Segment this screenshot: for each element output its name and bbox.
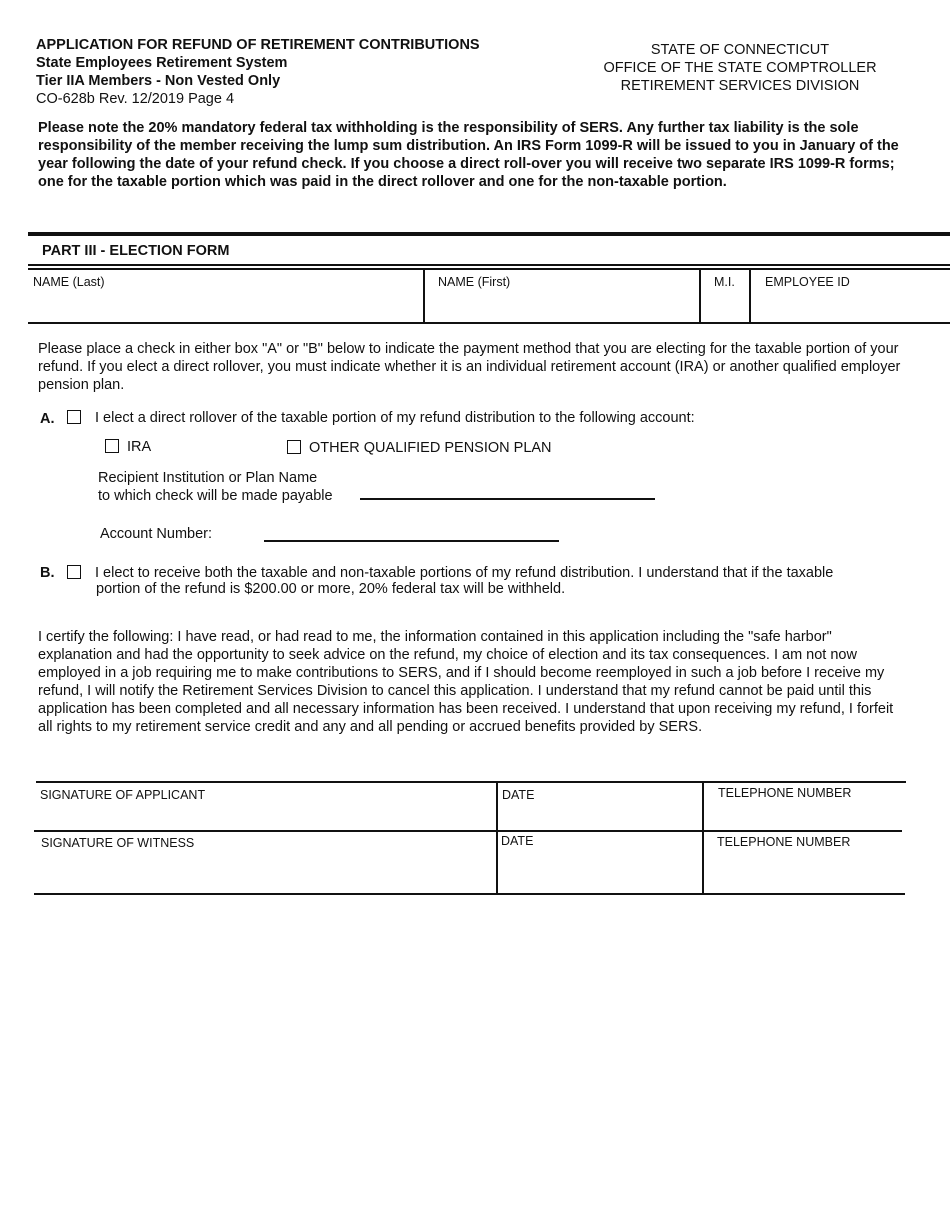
option-b-text-line-1: I elect to receive both the taxable and non-taxable portions of my refund distribution. I understand that if the taxable (95, 565, 834, 581)
other-plan-label: OTHER QUALIFIED PENSION PLAN (309, 440, 552, 456)
option-b-checkbox[interactable] (67, 565, 81, 579)
recipient-input-line[interactable] (360, 498, 655, 500)
other-plan-checkbox[interactable] (287, 440, 301, 454)
system-name: State Employees Retirement System (36, 55, 288, 71)
option-a-checkbox[interactable] (67, 410, 81, 424)
field-divider (423, 268, 425, 323)
section-rule-top (28, 232, 950, 236)
tier-label: Tier IIA Members - Non Vested Only (36, 73, 281, 89)
witness-date-field[interactable]: DATE (501, 834, 534, 848)
agency-line-3: RETIREMENT SERVICES DIVISION (620, 78, 860, 94)
agency-line-2: OFFICE OF THE STATE COMPTROLLER (603, 60, 877, 76)
applicant-date-field[interactable]: DATE (502, 788, 535, 802)
ira-label: IRA (127, 439, 152, 455)
account-number-input-line[interactable] (264, 540, 559, 542)
part-title: PART III - ELECTION FORM (42, 243, 230, 259)
signature-table-bottom (34, 893, 905, 895)
field-divider (749, 268, 751, 323)
tax-notice: Please note the 20% mandatory federal tax withholding is the responsibility of SERS. Any further tax liability is the sole responsibility of the member receiving the lump sum distribution. An IRS Form 1099-R will be issued to you in January of the year following the date of your refund check. If you choose a direct roll-over you will receive two separate IRS 1099-R forms; one for the taxable portion which was paid in the direct rollover and one for the non-taxable portion. (38, 120, 899, 190)
employee-id-field[interactable]: EMPLOYEE ID (765, 275, 850, 289)
form-header (36, 36, 480, 108)
recipient-label-line-1: Recipient Institution or Plan Name (98, 470, 318, 486)
certification-statement: I certify the following: I have read, or had read to me, the information contained in this application including the "safe harbor" explanation and had the opportunity to seek advice on the refund, my choice of election and its tax consequences. I am not now employed in a job requiring me to make contributions to SERS, and if I should become reemployed in such a job before I receive my refund, I will notify the Retirement Services Division to cancel this application. I understand that my refund cannot be paid until this application has been completed and all necessary information has been received. I understand that upon receiving my refund, I forfeit all rights to my retirement service credit and any and all pending or accrued benefits provided by SERS. (38, 629, 894, 735)
agency-block (580, 41, 900, 95)
form-revision: CO-628b Rev. 12/2019 Page 4 (36, 91, 235, 107)
form-title: APPLICATION FOR REFUND OF RETIREMENT CONTRIBUTIONS (36, 37, 480, 53)
name-last-field[interactable]: NAME (Last) (33, 275, 105, 289)
applicant-signature-field[interactable]: SIGNATURE OF APPLICANT (40, 788, 206, 802)
signature-divider (496, 781, 498, 894)
option-a-letter: A. (40, 411, 55, 427)
section-rule-mid-2 (28, 268, 950, 270)
field-divider (699, 268, 701, 323)
agency-line-1: STATE OF CONNECTICUT (650, 42, 830, 58)
option-b-letter: B. (40, 565, 55, 581)
signature-table-top (36, 781, 906, 783)
account-number-label: Account Number: (100, 526, 213, 542)
witness-signature-field[interactable]: SIGNATURE OF WITNESS (41, 836, 195, 850)
ira-checkbox[interactable] (105, 439, 119, 453)
applicant-phone-field[interactable]: TELEPHONE NUMBER (718, 786, 852, 800)
signature-table-mid (34, 830, 902, 832)
recipient-label-line-2: to which check will be made payable (98, 488, 333, 504)
fields-bottom-rule (28, 322, 950, 324)
name-first-field[interactable]: NAME (First) (438, 275, 511, 289)
section-rule-mid-1 (28, 264, 950, 266)
signature-divider (702, 781, 704, 894)
election-instructions: Please place a check in either box "A" or "B" below to indicate the payment method that you are electing for the taxable portion of your refund. If you elect a direct rollover, you must indicate whether it is an individual retirement account (IRA) or another qualified employer pension plan. (38, 341, 901, 393)
option-a-text: I elect a direct rollover of the taxable portion of my refund distribution to the following account: (95, 410, 695, 426)
witness-phone-field[interactable]: TELEPHONE NUMBER (717, 835, 851, 849)
middle-initial-field[interactable]: M.I. (714, 275, 735, 289)
option-b-text-line-2: portion of the refund is $200.00 or more, 20% federal tax will be withheld. (96, 581, 566, 597)
